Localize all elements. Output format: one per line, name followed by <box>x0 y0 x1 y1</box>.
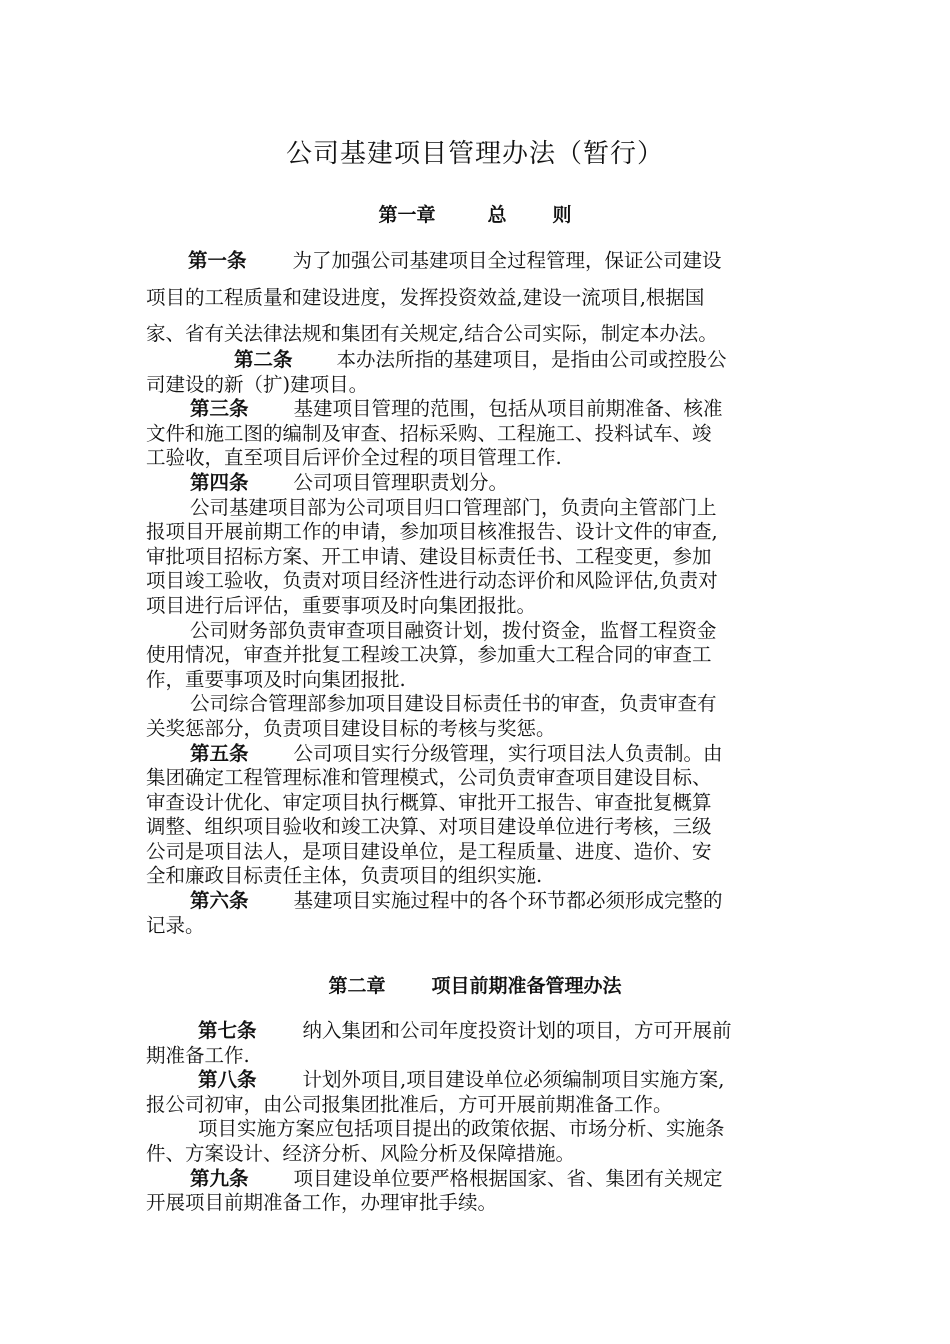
paragraph-line: 项目的工程质量和建设进度，发挥投资效益,建设一流项目,根据国 <box>146 286 705 309</box>
chapter-name: 总 <box>487 204 507 226</box>
chapter-number: 第一章 <box>378 204 436 226</box>
paragraph-line: 开展项目前期准备工作，办理审批手续。 <box>146 1191 498 1215</box>
paragraph-line: 项目实施方案应包括项目提出的政策依据、市场分析、实施条 <box>198 1117 725 1141</box>
paragraph-line: 公司项目管理职责划分。 <box>293 470 509 494</box>
paragraph-line: 家、省有关法律法规和集团有关规定,结合公司实际，制定本办法。 <box>146 322 718 345</box>
chapter-1-heading <box>0 200 950 227</box>
paragraph-line: 项目建设单位要严格根据国家、省、集团有关规定 <box>293 1166 723 1190</box>
document-title: 公司基建项目管理办法（暂行） <box>285 139 664 169</box>
paragraph-line: 公司是项目法人，是项目建设单位，是工程质量、进度、造价、安 <box>146 839 712 863</box>
paragraph-line: 项目竣工验收，负责对项目经济性进行动态评价和风险评估,负责对 <box>146 569 718 593</box>
paragraph-line: 计划外项目,项目建设单位必须编制项目实施方案, <box>302 1068 725 1092</box>
paragraph-line: 项目进行后评估，重要事项及时向集团报批。 <box>146 593 537 617</box>
paragraph-line: 基建项目实施过程中的各个环节都必须形成完整的 <box>293 889 723 913</box>
paragraph-line: 全和廉政目标责任主体，负责项目的组织实施. <box>146 864 543 888</box>
paragraph-line: 关奖惩部分，负责项目建设目标的考核与奖惩。 <box>146 716 556 740</box>
paragraph-line: 记录。 <box>146 913 205 937</box>
article-label: 第六条 <box>190 889 249 913</box>
paragraph-line: 本办法所指的基建项目，是指由公司或控股公 <box>336 348 727 371</box>
paragraph-line: 文件和施工图的编制及审查、招标采购、工程施工、投料试车、竣 <box>146 421 712 445</box>
paragraph-line: 作，重要事项及时向集团报批. <box>146 667 406 691</box>
article-label: 第九条 <box>190 1166 249 1190</box>
paragraph-line: 报公司初审，由公司报集团批准后，方可开展前期准备工作。 <box>146 1092 673 1116</box>
paragraph-line: 使用情况，审查并批复工程竣工决算，参加重大工程合同的审查工 <box>146 643 712 667</box>
paragraph-line: 工验收，直至项目后评价全过程的项目管理工作. <box>146 446 562 470</box>
article-label: 第三条 <box>190 397 249 421</box>
article-label: 第八条 <box>198 1068 257 1092</box>
article-1-cont <box>146 322 806 347</box>
chapter-name: 则 <box>552 204 572 226</box>
paragraph-line: 审查设计优化、审定项目执行概算、审批开工报告、审查批复概算 <box>146 790 712 814</box>
paragraph-line: 公司财务部负责审查项目融资计划，拨付资金，监督工程资金 <box>190 618 717 642</box>
chapter-number: 第二章 <box>328 975 386 997</box>
paragraph-line: 为了加强公司基建项目全过程管理，保证公司建设 <box>292 249 722 272</box>
article-1-cont <box>146 286 806 311</box>
paragraph-line: 基建项目管理的范围，包括从项目前期准备、核准 <box>293 397 723 421</box>
chapter-2-heading <box>0 971 950 998</box>
articles-7-9 <box>146 1019 806 1216</box>
paragraph-line: 审批项目招标方案、开工申请、建设目标责任书、工程变更，参加 <box>146 544 712 568</box>
paragraph-line: 件、方案设计、经济分析、风险分析及保障措施。 <box>146 1141 576 1165</box>
article-1 <box>146 249 806 274</box>
paragraph-line: 司建设的新（扩)建项目。 <box>146 372 369 396</box>
paragraph-line: 公司项目实行分级管理，实行项目法人负责制。由 <box>293 741 723 765</box>
article-label: 第一条 <box>188 249 247 272</box>
paragraph-line: 期准备工作. <box>146 1043 250 1067</box>
paragraph-line: 调整、组织项目验收和竣工决算、对项目建设单位进行考核，三级 <box>146 815 712 839</box>
article-label: 第二条 <box>234 348 293 371</box>
article-label: 第四条 <box>190 470 249 494</box>
paragraph-line: 集团确定工程管理标准和管理模式，公司负责审查项目建设目标、 <box>146 766 712 790</box>
articles-2-6 <box>146 348 806 938</box>
paragraph-line: 公司综合管理部参加项目建设目标责任书的审查，负责审查有 <box>190 692 717 716</box>
article-label: 第七条 <box>198 1019 257 1042</box>
paragraph-line: 纳入集团和公司年度投资计划的项目，方可开展前 <box>302 1019 732 1042</box>
article-label: 第五条 <box>190 741 249 765</box>
paragraph-line: 报项目开展前期工作的申请，参加项目核准报告、设计文件的审查, <box>146 520 718 544</box>
paragraph-line: 公司基建项目部为公司项目归口管理部门，负责向主管部门上 <box>190 495 717 519</box>
chapter-name: 项目前期准备管理办法 <box>431 975 622 997</box>
